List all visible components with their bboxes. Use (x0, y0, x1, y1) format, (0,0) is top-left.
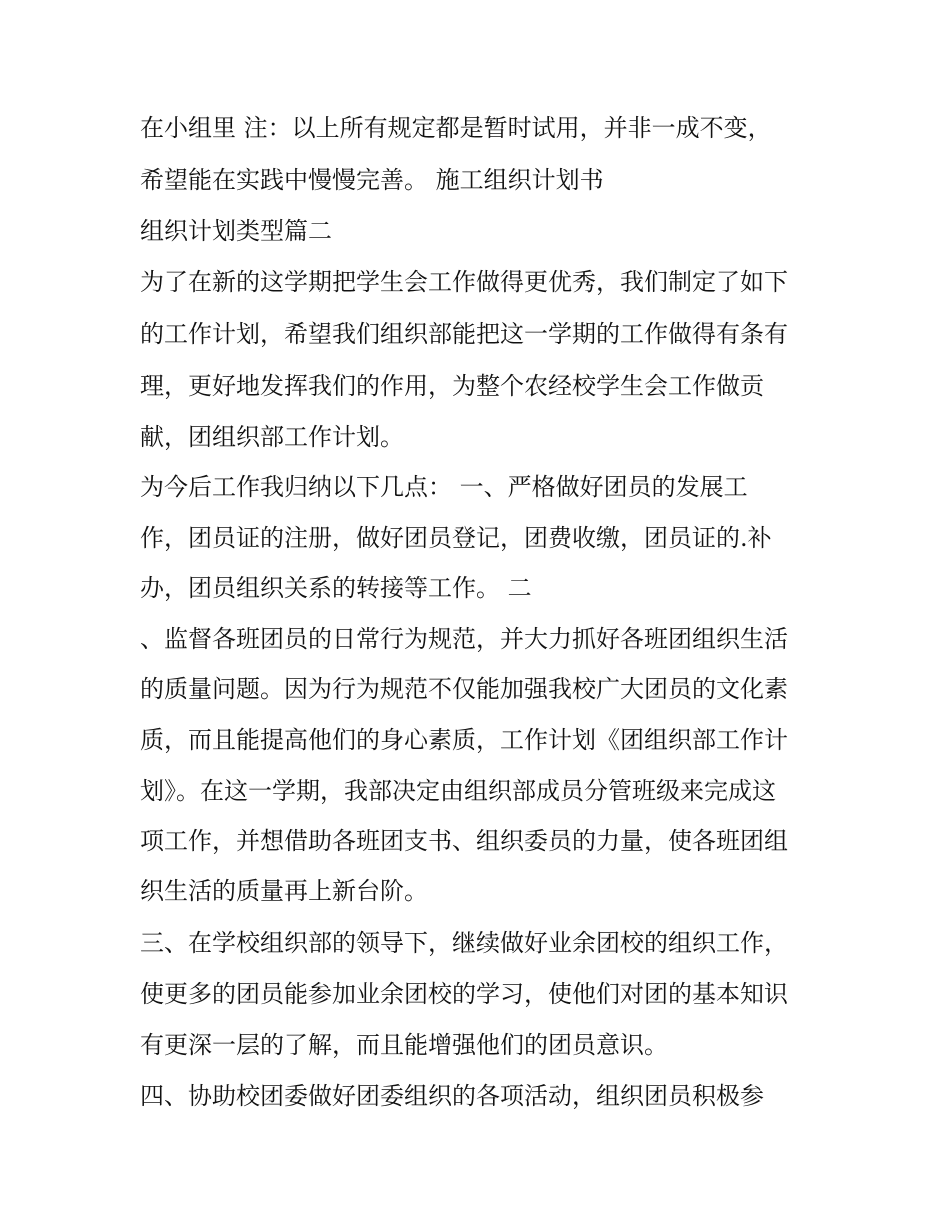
text-line: 在小组里 注：以上所有规定都是暂时试用，并非一成不变， (140, 114, 772, 142)
text-line: 理，更好地发挥我们的作用，为整个农经校学生会工作做贡 (140, 372, 764, 400)
text-line: 献，团组织部工作计划。 (140, 423, 404, 451)
text-line: 的质量问题。因为行为规范不仅能加强我校广大团员的文化素 (140, 675, 788, 703)
text-line: 质，而且能提高他们的身心素质，工作计划《团组织部工作计 (140, 726, 788, 754)
text-line: 三、在学校组织部的领导下，继续做好业余团校的组织工作， (140, 929, 788, 957)
text-line: 的工作计划，希望我们组织部能把这一学期的工作做得有条有 (140, 320, 788, 348)
text-line: 希望能在实践中慢慢完善。 施工组织计划书 (140, 166, 604, 194)
text-line: 有更深一层的了解，而且能增强他们的团员意识。 (140, 1031, 668, 1059)
text-line: 作，团员证的注册，做好团员登记，团费收缴，团员证的.补 (140, 524, 772, 552)
text-line: 、监督各班团员的日常行为规范，并大力抓好各班团组织生活 (140, 625, 788, 653)
text-line: 划》。在这一学期，我部决定由组织部成员分管班级来完成这 (140, 777, 776, 805)
text-line: 四、协助校团委做好团委组织的各项活动，组织团员积极参 (140, 1082, 764, 1110)
text-line: 组织计划类型篇二 (140, 217, 332, 245)
text-line: 织生活的质量再上新台阶。 (140, 877, 428, 905)
text-line: 为今后工作我归纳以下几点： 一、严格做好团员的发展工 (140, 473, 748, 501)
text-line: 为了在新的这学期把学生会工作做得更优秀，我们制定了如下 (140, 268, 788, 296)
text-line: 办，团员组织关系的转接等工作。 二 (140, 574, 532, 602)
text-line: 项工作，并想借助各班团支书、组织委员的力量，使各班团组 (140, 827, 788, 855)
text-line: 使更多的团员能参加业余团校的学习，使他们对团的基本知识 (140, 980, 788, 1008)
